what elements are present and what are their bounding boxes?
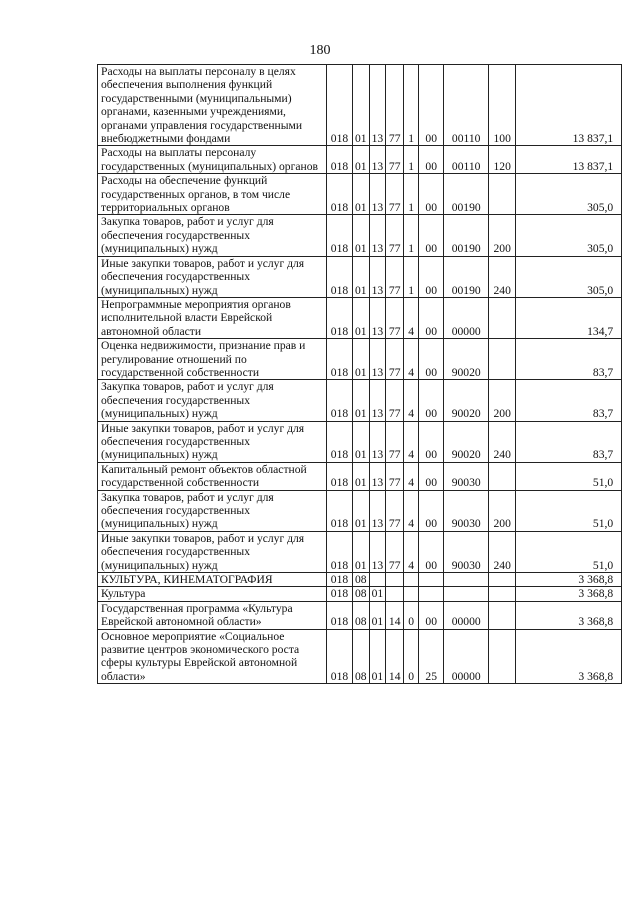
row-name: Иные закупки товаров, работ и услуг для обеспечения государственных (муниципальных) нужд <box>98 531 327 572</box>
grbs-code: 018 <box>327 215 353 256</box>
subsection-code: 13 <box>369 297 386 338</box>
direction-code: 90020 <box>444 339 489 380</box>
program-code: 77 <box>386 490 404 531</box>
table-body <box>98 65 622 684</box>
table-row <box>98 146 622 174</box>
table-row <box>98 297 622 338</box>
section-code: 08 <box>353 601 370 629</box>
subsection-code: 13 <box>369 531 386 572</box>
grbs-code: 018 <box>327 174 353 215</box>
subprogram-code: 4 <box>404 490 419 531</box>
subprogram-code <box>404 587 419 601</box>
subprogram-code <box>404 573 419 587</box>
subprogram-code: 1 <box>404 174 419 215</box>
direction-code <box>444 573 489 587</box>
subsection-code: 13 <box>369 174 386 215</box>
section-code: 08 <box>353 587 370 601</box>
event-code <box>419 573 444 587</box>
event-code: 00 <box>419 490 444 531</box>
grbs-code: 018 <box>327 490 353 531</box>
amount: 305,0 <box>516 256 622 297</box>
row-name: Расходы на выплаты персоналу в целях обеспечения выполнения функций государственными (муниципальными) органами, казенными учреждениями, органами управления государственными внебюджетными фондами <box>98 65 327 146</box>
amount: 305,0 <box>516 215 622 256</box>
section-code: 01 <box>353 146 370 174</box>
program-code: 14 <box>386 601 404 629</box>
event-code: 00 <box>419 297 444 338</box>
direction-code: 00190 <box>444 174 489 215</box>
expense-type-code <box>489 587 516 601</box>
subprogram-code: 4 <box>404 531 419 572</box>
grbs-code: 018 <box>327 146 353 174</box>
grbs-code: 018 <box>327 380 353 421</box>
expense-type-code <box>489 601 516 629</box>
page-number: 180 <box>309 43 331 58</box>
row-name: Закупка товаров, работ и услуг для обеспечения государственных (муниципальных) нужд <box>98 215 327 256</box>
event-code <box>419 587 444 601</box>
amount: 51,0 <box>516 490 622 531</box>
row-name: Культура <box>98 587 327 601</box>
subprogram-code: 1 <box>404 65 419 146</box>
section-code: 01 <box>353 65 370 146</box>
program-code: 77 <box>386 339 404 380</box>
row-name: Закупка товаров, работ и услуг для обеспечения государственных (муниципальных) нужд <box>98 490 327 531</box>
row-name: Основное мероприятие «Социальное развитие центров экономического роста сферы культуры Еврейской автономной области» <box>98 629 327 684</box>
subprogram-code: 4 <box>404 297 419 338</box>
amount: 83,7 <box>516 380 622 421</box>
row-name: Государственная программа «Культура Еврейской автономной области» <box>98 601 327 629</box>
event-code: 00 <box>419 339 444 380</box>
event-code: 00 <box>419 380 444 421</box>
subprogram-code: 0 <box>404 601 419 629</box>
direction-code: 00000 <box>444 297 489 338</box>
grbs-code: 018 <box>327 462 353 490</box>
amount: 51,0 <box>516 531 622 572</box>
direction-code: 90030 <box>444 490 489 531</box>
subsection-code <box>369 573 386 587</box>
subprogram-code: 4 <box>404 462 419 490</box>
table-row <box>98 174 622 215</box>
program-code: 77 <box>386 462 404 490</box>
table-row <box>98 601 622 629</box>
event-code: 00 <box>419 601 444 629</box>
expense-type-code <box>489 339 516 380</box>
direction-code: 90030 <box>444 462 489 490</box>
program-code: 77 <box>386 256 404 297</box>
table-row <box>98 531 622 572</box>
subsection-code: 13 <box>369 215 386 256</box>
program-code: 77 <box>386 380 404 421</box>
section-code: 08 <box>353 573 370 587</box>
program-code <box>386 587 404 601</box>
section-code: 01 <box>353 462 370 490</box>
expense-type-code: 240 <box>489 256 516 297</box>
subsection-code: 13 <box>369 462 386 490</box>
program-code: 77 <box>386 297 404 338</box>
subsection-code: 13 <box>369 490 386 531</box>
subprogram-code: 4 <box>404 380 419 421</box>
table-row <box>98 215 622 256</box>
subprogram-code: 0 <box>404 629 419 684</box>
expense-type-code <box>489 573 516 587</box>
section-code: 01 <box>353 297 370 338</box>
direction-code: 00110 <box>444 146 489 174</box>
direction-code: 90020 <box>444 380 489 421</box>
event-code: 25 <box>419 629 444 684</box>
expense-type-code: 240 <box>489 421 516 462</box>
subsection-code: 13 <box>369 256 386 297</box>
expense-type-code: 120 <box>489 146 516 174</box>
expense-type-code: 200 <box>489 380 516 421</box>
section-code: 01 <box>353 256 370 297</box>
table-row <box>98 339 622 380</box>
event-code: 00 <box>419 174 444 215</box>
amount: 305,0 <box>516 174 622 215</box>
subsection-code: 13 <box>369 65 386 146</box>
grbs-code: 018 <box>327 629 353 684</box>
table-row <box>98 256 622 297</box>
direction-code: 00110 <box>444 65 489 146</box>
amount: 3 368,8 <box>516 601 622 629</box>
grbs-code: 018 <box>327 573 353 587</box>
grbs-code: 018 <box>327 65 353 146</box>
amount: 3 368,8 <box>516 587 622 601</box>
expense-type-code <box>489 174 516 215</box>
subsection-code: 01 <box>369 629 386 684</box>
section-code: 01 <box>353 174 370 215</box>
direction-code: 00190 <box>444 215 489 256</box>
section-code: 01 <box>353 531 370 572</box>
subprogram-code: 4 <box>404 339 419 380</box>
row-name: Закупка товаров, работ и услуг для обеспечения государственных (муниципальных) нужд <box>98 380 327 421</box>
program-code: 77 <box>386 215 404 256</box>
event-code: 00 <box>419 256 444 297</box>
amount: 13 837,1 <box>516 65 622 146</box>
amount: 83,7 <box>516 421 622 462</box>
amount: 13 837,1 <box>516 146 622 174</box>
amount: 3 368,8 <box>516 573 622 587</box>
event-code: 00 <box>419 421 444 462</box>
table-row <box>98 380 622 421</box>
amount: 3 368,8 <box>516 629 622 684</box>
row-name: КУЛЬТУРА, КИНЕМАТОГРАФИЯ <box>98 573 327 587</box>
subsection-code: 13 <box>369 339 386 380</box>
table-row <box>98 65 622 146</box>
program-code: 77 <box>386 65 404 146</box>
event-code: 00 <box>419 65 444 146</box>
table-row <box>98 629 622 684</box>
grbs-code: 018 <box>327 339 353 380</box>
row-name: Капитальный ремонт объектов областной государственной собственности <box>98 462 327 490</box>
direction-code: 00000 <box>444 601 489 629</box>
subsection-code: 13 <box>369 421 386 462</box>
budget-table <box>97 64 622 684</box>
subsection-code: 01 <box>369 601 386 629</box>
program-code: 77 <box>386 421 404 462</box>
direction-code <box>444 587 489 601</box>
direction-code: 00190 <box>444 256 489 297</box>
section-code: 01 <box>353 339 370 380</box>
grbs-code: 018 <box>327 256 353 297</box>
expense-type-code: 240 <box>489 531 516 572</box>
event-code: 00 <box>419 146 444 174</box>
grbs-code: 018 <box>327 297 353 338</box>
subsection-code: 13 <box>369 380 386 421</box>
direction-code: 00000 <box>444 629 489 684</box>
amount: 51,0 <box>516 462 622 490</box>
table-row <box>98 490 622 531</box>
grbs-code: 018 <box>327 601 353 629</box>
direction-code: 90030 <box>444 531 489 572</box>
amount: 83,7 <box>516 339 622 380</box>
row-name: Иные закупки товаров, работ и услуг для обеспечения государственных (муниципальных) нужд <box>98 256 327 297</box>
program-code <box>386 573 404 587</box>
section-code: 01 <box>353 215 370 256</box>
subprogram-code: 1 <box>404 146 419 174</box>
subprogram-code: 4 <box>404 421 419 462</box>
event-code: 00 <box>419 462 444 490</box>
program-code: 14 <box>386 629 404 684</box>
section-code: 01 <box>353 421 370 462</box>
table-row <box>98 462 622 490</box>
expense-type-code: 200 <box>489 490 516 531</box>
expense-type-code <box>489 629 516 684</box>
table-row <box>98 573 622 587</box>
grbs-code: 018 <box>327 587 353 601</box>
event-code: 00 <box>419 531 444 572</box>
expense-type-code: 100 <box>489 65 516 146</box>
expense-type-code <box>489 297 516 338</box>
row-name: Оценка недвижимости, признание прав и регулирование отношений по государственной собственности <box>98 339 327 380</box>
grbs-code: 018 <box>327 421 353 462</box>
table-row <box>98 587 622 601</box>
section-code: 08 <box>353 629 370 684</box>
section-code: 01 <box>353 380 370 421</box>
subsection-code: 01 <box>369 587 386 601</box>
row-name: Расходы на обеспечение функций государственных органов, в том числе территориальных органов <box>98 174 327 215</box>
table-row <box>98 421 622 462</box>
expense-type-code <box>489 462 516 490</box>
row-name: Иные закупки товаров, работ и услуг для обеспечения государственных (муниципальных) нужд <box>98 421 327 462</box>
program-code: 77 <box>386 531 404 572</box>
grbs-code: 018 <box>327 531 353 572</box>
direction-code: 90020 <box>444 421 489 462</box>
program-code: 77 <box>386 146 404 174</box>
subprogram-code: 1 <box>404 215 419 256</box>
section-code: 01 <box>353 490 370 531</box>
expense-type-code: 200 <box>489 215 516 256</box>
row-name: Непрограммные мероприятия органов исполнительной власти Еврейской автономной области <box>98 297 327 338</box>
row-name: Расходы на выплаты персоналу государственных (муниципальных) органов <box>98 146 327 174</box>
program-code: 77 <box>386 174 404 215</box>
subprogram-code: 1 <box>404 256 419 297</box>
amount: 134,7 <box>516 297 622 338</box>
event-code: 00 <box>419 215 444 256</box>
subsection-code: 13 <box>369 146 386 174</box>
